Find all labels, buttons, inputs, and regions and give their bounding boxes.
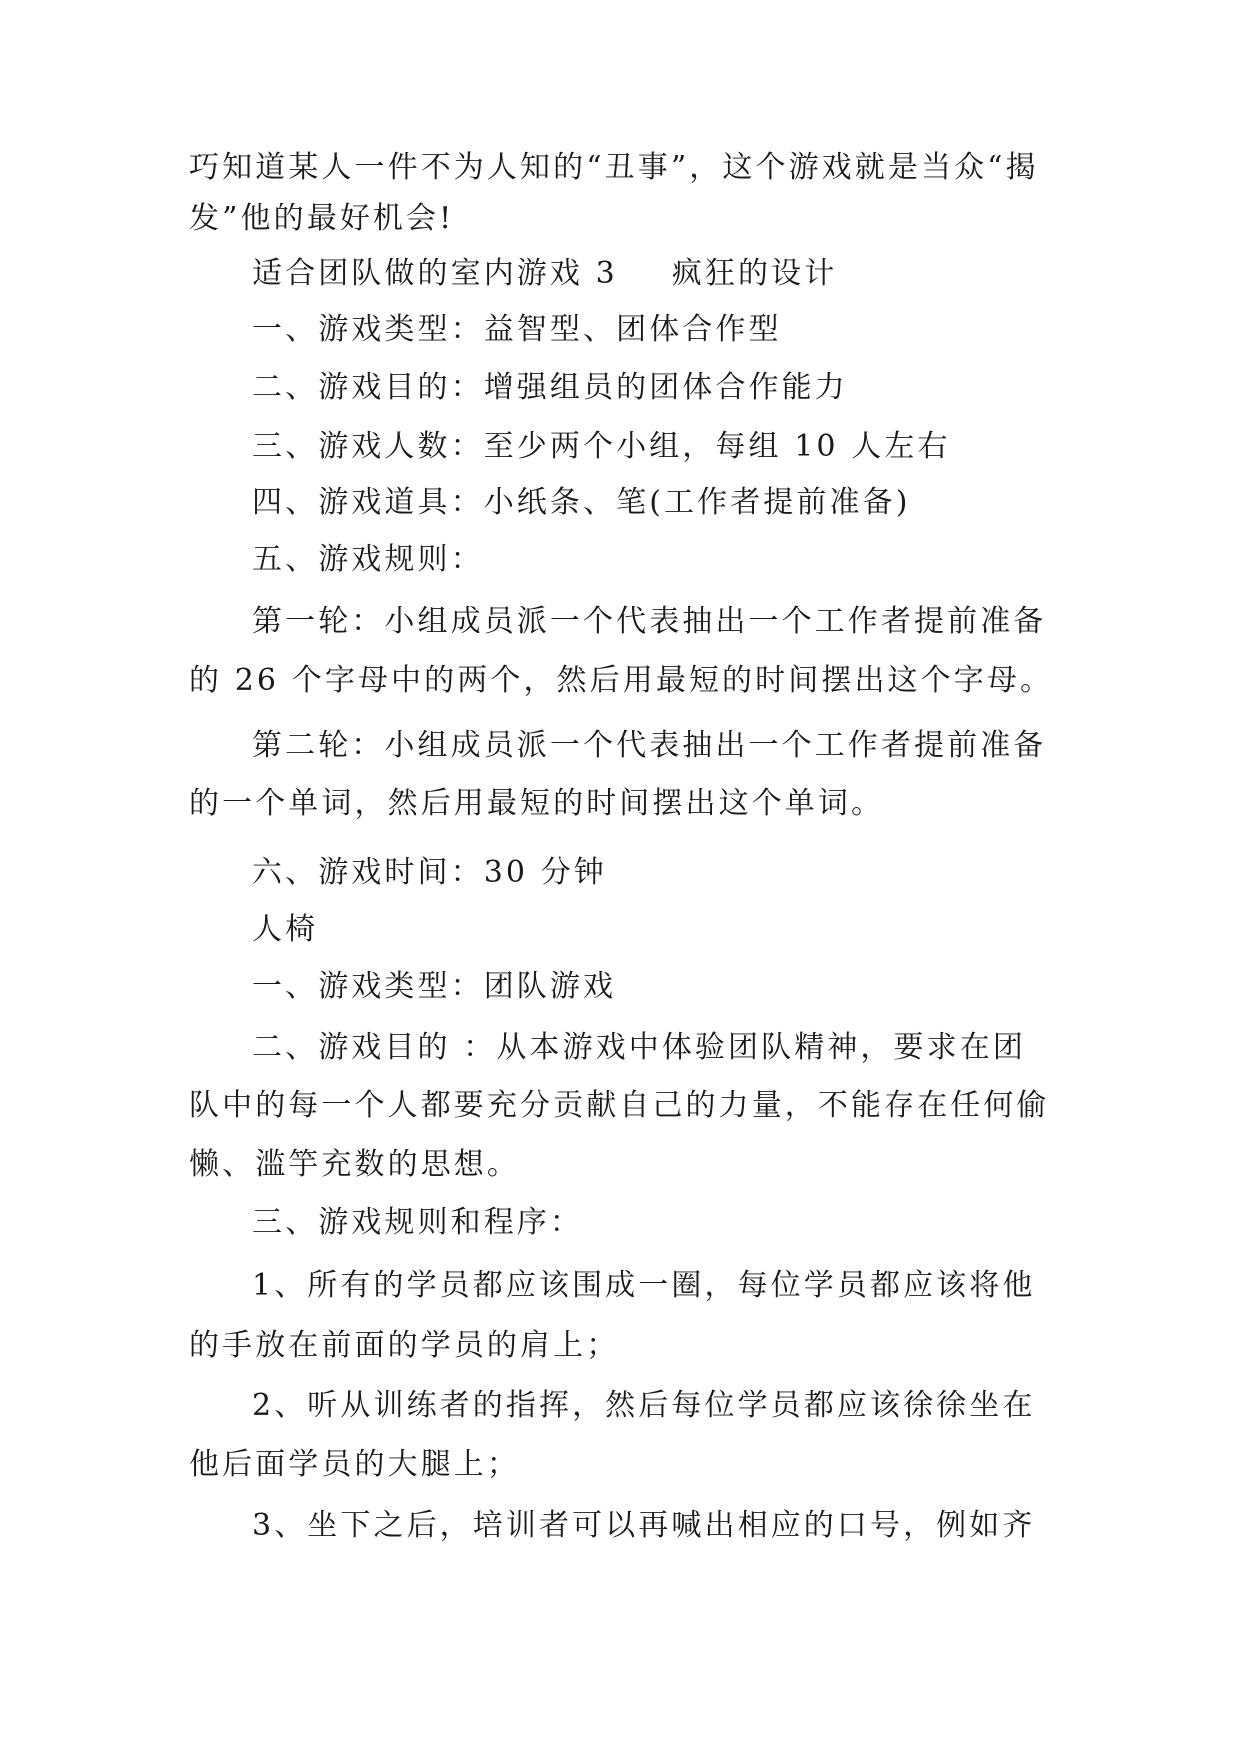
text-line: 他后面学员的大腿上； xyxy=(189,1447,520,1482)
text-line: 第二轮：小组成员派一个代表抽出一个工作者提前准备 xyxy=(252,728,1047,763)
text-line: 四、游戏道具：小纸条、笔(工作者提前准备) xyxy=(252,485,911,520)
text-line: 的手放在前面的学员的肩上； xyxy=(189,1328,620,1363)
text-line: 一、游戏类型：团队游戏 xyxy=(252,969,617,1004)
text-line: 懒、滥竽充数的思想。 xyxy=(189,1147,520,1182)
section-title xyxy=(252,254,837,294)
text-line: 队中的每一个人都要充分贡献自己的力量，不能存在任何偷 xyxy=(189,1088,1050,1123)
text-line: 三、游戏规则和程序： xyxy=(252,1205,583,1240)
text-line: 的一个单词，然后用最短的时间摆出这个单词。 xyxy=(189,786,885,821)
text-line: 巧知道某人一件不为人知的“丑事”，这个游戏就是当众“揭 xyxy=(189,150,1039,185)
text-line: 发”他的最好机会! xyxy=(189,201,455,236)
section-title-right: 疯狂的设计 xyxy=(671,256,838,291)
section-title-left: 适合团队做的室内游戏 3 xyxy=(252,256,618,291)
text-line: 三、游戏人数：至少两个小组，每组 10 人左右 xyxy=(252,429,951,464)
text-line: 六、游戏时间：30 分钟 xyxy=(252,855,607,890)
text-line: 1、所有的学员都应该围成一圈，每位学员都应该将他 xyxy=(252,1268,1036,1303)
text-line: 2、听从训练者的指挥，然后每位学员都应该徐徐坐在 xyxy=(252,1388,1036,1423)
text-line: 3、坐下之后，培训者可以再喊出相应的口号，例如齐 xyxy=(252,1508,1036,1543)
text-line: 的 26 个字母中的两个，然后用最短的时间摆出这个字母。 xyxy=(189,663,1054,698)
text-line: 人椅 xyxy=(252,912,319,947)
text-line: 五、游戏规则： xyxy=(252,542,484,577)
text-line: 二、游戏目的：增强组员的团体合作能力 xyxy=(252,370,848,405)
text-line: 二、游戏目的 ：从本游戏中体验团队精神，要求在团 xyxy=(252,1030,1026,1065)
text-line: 一、游戏类型：益智型、团体合作型 xyxy=(252,312,782,347)
text-line: 第一轮：小组成员派一个代表抽出一个工作者提前准备 xyxy=(252,604,1047,639)
